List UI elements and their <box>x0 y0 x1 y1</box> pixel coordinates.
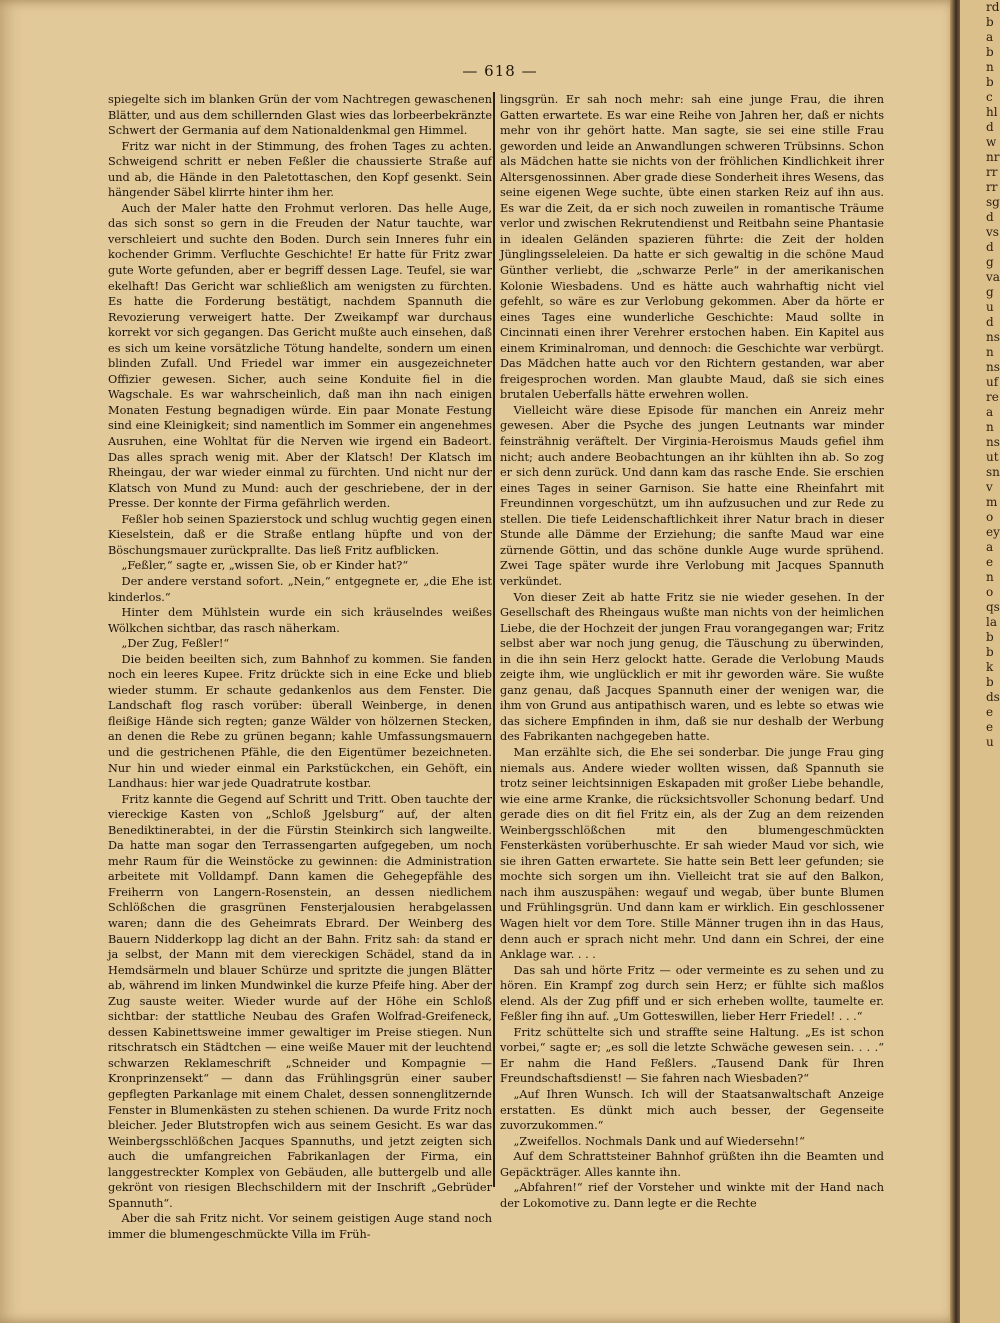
paragraph: Auf dem Schrattsteiner Bahnhof grüßten ihn die Beamten und Gepäckträger. Alles kannte ihn. <box>500 1150 884 1179</box>
paragraph: Der andere verstand sofort. „Nein,“ entgegnete er, „die Ehe ist kinderlos.“ <box>108 574 492 604</box>
paragraph: Auch der Maler hatte den Frohmut verloren. Das helle Auge, das sich sonst so gern in die Freuden der Natur tauchte, war verschleiert und suchte den Boden. Durch sein Inneres fuhr ein kochender Grimm. Verfluchte Geschichte! Er hatte für Fritz zwar gute Worte gefunden, aber er begriff dessen Lage. Teufel, sie war ekelhaft! Das Gericht war schließlich am wenigsten zu fürchten. Es hatte die Forderung bestätigt, nachdem Spannuth die Revozierung verweigert hatte. Der Zweikampf war durchaus korrekt vor sich gegangen. Das Gericht mußte auch einsehen, daß es sich um keine vorsätzliche Tötung handelte, sondern um einen blinden Zufall. Und Friedel war immer ein ausgezeichneter Offizier gewesen. Sicher, auch seine Konduite fiel in die Wagschale. Es war wahrscheinlich, daß man ihn nach einigen Monaten Festung begnadigen würde. Ein paar Monate Festung sind eine Kleinigkeit; sind namentlich im Sommer ein angenehmes Ausruhen, eine Wohltat für die Nerven wie irgend ein Badeort. Das alles sprach wenig mit. Aber der Klatsch! Der Klatsch im Rheingau, der war wieder einmal zu fürchten. Und nicht nur der Klatsch von Mund zu Mund: auch der geschriebene, der in der Presse. Der konnte der Firma gefährlich werden. <box>108 201 492 511</box>
paragraph: Von dieser Zeit ab hatte Fritz sie nie wieder gesehen. In der Gesellschaft des Rheingaus wußte man nichts von der heimlichen Liebe, die der Hochzeit der jungen Frau vorangegangen war; Fritz selbst aber war noch jung genug, die Täuschung zu überwinden, in die ihn sein Herz gelockt hatte. Gerade die Verlobung Mauds zeigte ihm, wie unglücklich er mit ihr geworden wäre. Sie wußte ganz genau, daß Jacques Spannuth einer der wenigen war, die ihm von Grund aus antipathisch waren, und es lebte so etwas wie das sichere Empfinden in ihm, daß sie nur deshalb der Werbung des Fabrikanten nachgegeben hatte. <box>500 590 884 744</box>
paragraph: „Zweifellos. Nochmals Dank und auf Wiedersehn!“ <box>513 1134 805 1148</box>
paragraph: Das sah und hörte Fritz — oder vermeinte es zu sehen und zu hören. Ein Krampf zog durch sein Herz; er fühlte sich maßlos elend. Als der Zug pfiff und er sich erheben wollte, taumelte er. Feßler fing ihn auf. „Um Gotteswillen, lieber Herr Friedel! . . .“ <box>500 963 884 1024</box>
page-number: — 618 — <box>462 62 538 80</box>
column-divider <box>493 92 495 1187</box>
paragraph: Hinter dem Mühlstein wurde ein sich kräuselndes weißes Wölkchen sichtbar, das rasch näherkam. <box>108 606 492 635</box>
paragraph: Die beiden beeilten sich, zum Bahnhof zu kommen. Sie fanden noch ein leeres Kupee. Fritz drückte sich in eine Ecke und blieb wieder stumm. Er schaute gedankenlos aus dem Fenster. Die Landschaft flog rasch vorüber: überall Weinberge, in denen fleißige Hände sich regten; ganze Wälder von hölzernen Stecken, an denen die Rebe zu grünen begann; kahle Umfassungsmauern und die gestrichenen Pfähle, die den Eigentümer bezeichneten. Nur hin und wieder einmal ein Parkstückchen, ein Gehöft, ein Landhaus: hier war jede Quadratrute kostbar. <box>108 652 492 791</box>
paragraph: Aber die sah Fritz nicht. Vor seinem geistigen Auge stand noch immer die blumengeschmückte Villa im Früh- <box>108 1212 492 1241</box>
paragraph: spiegelte sich im blanken Grün der vom Nachtregen gewaschenen Blätter, und aus dem schillernden Glast wies das lorbeerbekränzte Schwert der Germania auf dem Nationaldenkmal gen Himmel. <box>108 93 492 138</box>
paragraph: „Abfahren!“ rief der Vorsteher und winkte mit der Hand nach der Lokomotive zu. Dann legte er die Rechte <box>500 1181 884 1210</box>
paragraph: Vielleicht wäre diese Episode für manchen ein Anreiz mehr gewesen. Aber die Psyche des jungen Leutnants war minder feinsträhnig veräftelt. Der Virginia-Heroismus Mauds gefiel ihm nicht; auch andere Beobachtungen an ihr kühlten ihn ab. So zog er sich denn zurück. Und dann kam das rasche Ende. Sie erschien eines Tages in seiner Garnison. Sie hatte eine Rheinfahrt mit Freundinnen vorgeschützt, um ihn aufzusuchen und zur Rede zu stellen. Die tiefe Leidenschaftlichkeit ihrer Natur brach in dieser Stunde alle Dämme der Erziehung; die sanfte Maud war eine zürnende Göttin, und das schöne dunkle Auge wurde sprühend. Zwei Tage später wurde ihre Verlobung mit Jacques Spannuth verkündet. <box>500 403 884 588</box>
left-column <box>108 92 492 1242</box>
paragraph: Fritz schüttelte sich und straffte seine Haltung. „Es ist schon vorbei,“ sagte er; „es soll die letzte Schwäche gewesen sein. . . .“ Er nahm die Hand Feßlers. „Tausend Dank für Ihren Freundschaftsdienst! — Sie fahren nach Wiesbaden?“ <box>500 1025 884 1086</box>
paragraph: lingsgrün. Er sah noch mehr: sah eine junge Frau, die ihren Gatten erwartete. Es war eine Reihe von Jahren her, daß er nichts mehr von ihr gehört hatte. Man sagte, sie sei eine stille Frau geworden und leide an Anwandlungen schweren Trübsinns. Schon als Mädchen hatte sie nichts von der fröhlichen Kindlichkeit ihrer Altersgenossinnen. Aber grade diese Sonderheit ihres Wesens, das seine eigenen Wege suchte, übte einen starken Reiz auf ihn aus. Es war die Zeit, da er sich noch zuweilen in romantische Träume verlor und zwischen Rekrutendienst und Reitbahn seine Phantasie in idealen Geländen spazieren führte: die Zeit der holden Jünglingsseleleien. Da hatte er sich gewaltig in die schöne Maud Günther verliebt, die „schwarze Perle“ in der amerikanischen Kolonie Wiesbadens. Und es hätte auch wahrhaftig nicht viel gefehlt, so wäre es zur Verlobung gekommen. Aber da hörte er eines Tages eine wunderliche Geschichte: Maud sollte in Cincinnati einen ihrer Verehrer erstochen haben. Ein Kapitel aus einem Kriminalroman, und dennoch: die Geschichte war verbürgt. Das Mädchen hatte auch vor den Richtern gestanden, war aber freigesprochen worden. Man glaubte Maud, daß sie sich eines brutalen Ueberfalls hätte erwehren wollen. <box>500 93 884 402</box>
paragraph: „Auf Ihren Wunsch. Ich will der Staatsanwaltschaft Anzeige erstatten. Es dünkt mich auch besser, der Gegenseite zuvorzukommen.“ <box>500 1088 884 1133</box>
next-page-text-fragment: rdbabnbchldwnrrrrrsgdvsdgvagudnsnnsufreannsutsnvmoeyaenoqslabbkbdseeu <box>986 0 1000 749</box>
paragraph: Fritz kannte die Gegend auf Schritt und Tritt. Oben tauchte der viereckige Kasten von „Schloß Jgelsburg“ auf, der alten Benediktinerabtei, in der die Fürstin Steinkirch sich langweilte. Da hatte man sogar den Terrassengarten aufgegeben, um noch mehr Raum für die Weinstöcke zu gewinnen: die Administration arbeitete mit Volldampf. Dann kamen die Gehegepfähle des Freiherrn von Langern-Rosenstein, an dessen niedlichem Schlößchen die grasgrünen Fensterjalousien herabgelassen waren; dann die des Geheimrats Ebrard. Der Weinberg des Bauern Nidderkopp lag dicht an der Bahn. Fritz sah: da stand er ja selbst, der Mann mit dem viereckigen Schädel, stand da in Hemdsärmeln und blauer Schürze und spritzte die jungen Blätter ab, während im linken Mundwinkel die kurze Pfeife hing. Aber der Zug sauste weiter. Wieder wurde auf der Höhe ein Schloß sichtbar: der stattliche Neubau des Grafen Wolfrad-Greifeneck, dessen Kabinettsweine immer gewaltiger im Preise stiegen. Nun ritschratsch ein Städtchen — eine weiße Mauer mit der leuchtend schwarzen Reklameschrift „Schneider und Kompagnie — Kronprinzensekt“ — dann das Frühlingsgrün einer sauber gepflegten Parkanlage mit einem Chalet, dessen sonnenglitzernde Fenster in Blumenkästen zu stehen schienen. Da wurde Fritz noch bleicher. Jeder Blutstropfen wich aus seinem Gesicht. Es war das Weinbergsschlößchen Jacques Spannuths, und jetzt zeigten sich auch die umfangreichen Fabrikanlagen der Firma, ein langgestreckter Komplex von Gebäuden, alle buttergelb und alle gekrönt von riesigen Blechschildern mit der Inschrift „Gebrüder Spannuth“. <box>108 792 492 1210</box>
paragraph: Man erzählte sich, die Ehe sei sonderbar. Die junge Frau ging niemals aus. Andere wieder wollten wissen, daß Spannuth sie trotz seiner leichtsinnigen Eskapaden mit großer Liebe behandle, wie eine arme Kranke, die rücksichtsvoller Schonung bedarf. Und gerade dies on dit fiel Fritz ein, als der Zug an dem reizenden Weinbergsschlößchen mit den blumengeschmückten Fensterkästen vorüberhuschte. Er sah wieder Maud vor sich, wie sie ihren Gatten erwartete. Sie hatte sein Bett leer gefunden; sie mochte sich sorgen um ihn. Vielleicht trat sie auf den Balkon, nach ihm auszuspähen: wegauf und wegab, über bunte Blumen und Frühlingsgrün. Und dann kam er wirklich. Ein geschlossener Wagen hielt vor dem Tore. Stille Männer trugen ihn in das Haus, denn auch er sprach nicht mehr. Und dann ein Schrei, der eine Anklage war. . . . <box>500 745 884 962</box>
next-page-edge <box>960 0 1000 1323</box>
right-column <box>500 92 884 1211</box>
paragraph: „Feßler,“ sagte er, „wissen Sie, ob er Kinder hat?“ <box>121 559 409 573</box>
paragraph: Fritz war nicht in der Stimmung, des frohen Tages zu achten. Schweigend schritt er neben Feßler die chaussierte Straße auf und ab, die Hände in den Paletottaschen, den Kopf gesenkt. Sein hängender Säbel klirrte hinter ihm her. <box>108 139 492 200</box>
paragraph: „Der Zug, Feßler!“ <box>121 637 230 651</box>
paragraph: Feßler hob seinen Spazierstock und schlug wuchtig gegen einen Kieselstein, daß er die Straße entlang hüpfte und von der Böschungsmauer zurückprallte. Das ließ Fritz aufblicken. <box>108 512 492 557</box>
